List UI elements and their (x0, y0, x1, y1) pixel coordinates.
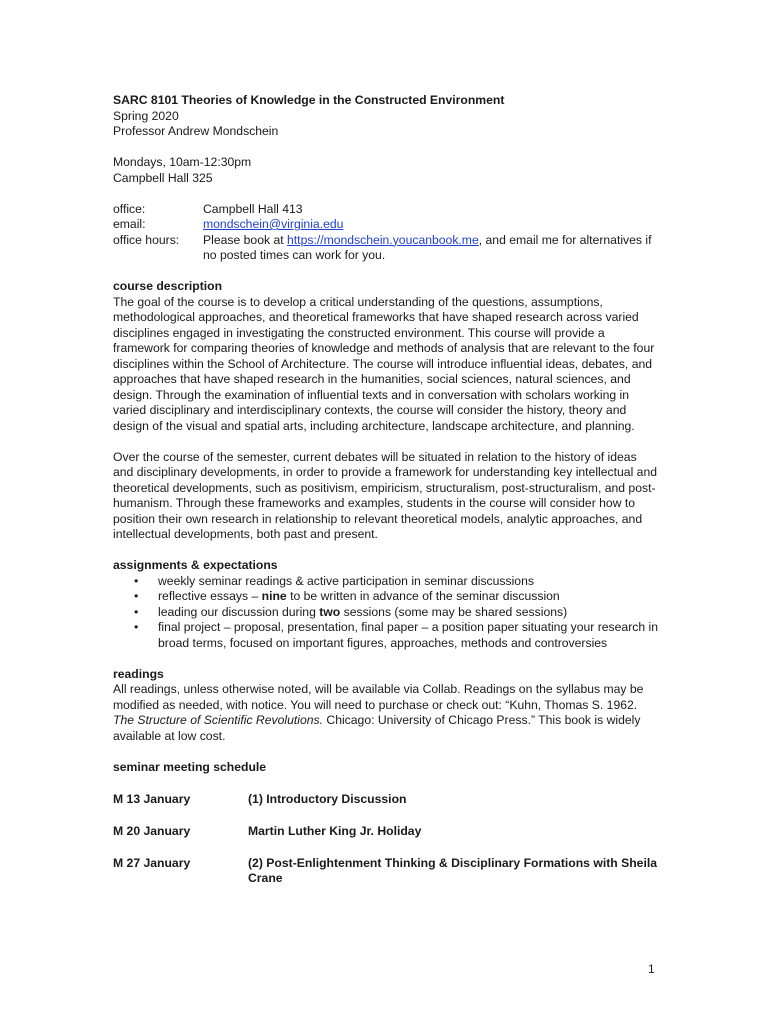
booking-link[interactable]: https://mondschein.youcanbook.me (287, 232, 479, 247)
schedule-row (113, 824, 658, 840)
list-item (132, 589, 658, 605)
schedule-row (113, 792, 658, 808)
readings-text-post: Chicago: University of Chicago Press.” This book is widely available at low cost. (113, 713, 641, 743)
meeting-room: Campbell Hall 325 (113, 170, 213, 185)
item-text: reflective essays – (158, 589, 262, 603)
schedule-topic: Martin Luther King Jr. Holiday (248, 823, 422, 838)
email-label: email: (113, 217, 146, 231)
course-description-paragraph-1: The goal of the course is to develop a critical understanding of the questions, assumptions, methodological approaches, and theoretical frameworks that have shaped research across varied disciplines engaged in investigating the constructed environment. This course will provide a framework for comparing theories of knowledge and methods of analysis that are relevant to the four disciplines within the School of Architecture. The course will introduce influential ideas, debates, and approaches that have shaped research in the humanities, social sciences, natural sciences, and design. Through the examination of influential texts and in conversation with scholars working in varied disciplinary and interdisciplinary contexts, the course will consider the history, theory and design of the visual and spatial arts, including architecture, landscape architecture, and planning. (113, 294, 655, 433)
readings-text (113, 682, 658, 744)
email-row (113, 217, 658, 233)
office-hours-label: office hours: (113, 232, 180, 247)
schedule-date: M 20 January (113, 823, 191, 838)
item-emphasis: two (319, 604, 341, 619)
assignments-heading: assignments & expectations (113, 558, 278, 572)
office-label: office: (113, 201, 146, 216)
term: Spring 2020 (113, 108, 179, 123)
schedule-heading: seminar meeting schedule (113, 759, 267, 774)
office-row (113, 202, 658, 218)
course-description-heading: course description (113, 279, 223, 293)
office-hours-text-pre: Please book at (203, 232, 288, 247)
schedule-date: M 13 January (113, 791, 191, 806)
list-item: • weekly seminar readings & active participation in seminar discussions (132, 574, 658, 590)
office-hours-row (113, 233, 658, 264)
readings-text-pre: All readings, unless otherwise noted, will be available via Collab. Readings on the syllabus may be modified as needed, with notice. You will need to purchase or check out: “Kuhn, Thomas S. 1962. (113, 682, 644, 712)
item-text: sessions (some may be shared sessions) (340, 604, 568, 619)
book-title: The Structure of Scientific Revolutions. (113, 713, 323, 727)
course-description-paragraph-2: Over the course of the semester, current debates will be situated in relation to the history of ideas and disciplinary developments, in order to provide a framework for understanding key intellectual and theoretical developments, such as positivism, empiricism, structuralism, post-structuralism, and post-humanism. Through these frameworks and examples, students in the course will consider how to position their own research in relationship to relevant theoretical models, analytic approaches, and intellectual developments, both past and present. (113, 449, 657, 541)
schedule-topic: (2) Post-Enlightenment Thinking & Disciplinary Formations with Sheila Crane (248, 855, 657, 885)
item-text: to be written in advance of the seminar discussion (286, 589, 560, 603)
assignments-list (113, 574, 658, 652)
syllabus-page (113, 93, 658, 887)
office-value: Campbell Hall 413 (203, 201, 303, 216)
professor: Professor Andrew Mondschein (113, 124, 279, 138)
schedule-row (113, 856, 658, 887)
schedule-topic: (1) Introductory Discussion (248, 791, 407, 806)
item-emphasis: nine (261, 589, 287, 603)
page-number: 1 (648, 962, 655, 976)
schedule-date: M 27 January (113, 855, 191, 870)
meeting-time: Mondays, 10am-12:30pm (113, 155, 252, 169)
office-hours-value (203, 233, 658, 264)
list-item (132, 605, 658, 621)
item-text: leading our discussion during (158, 604, 320, 619)
email-link[interactable]: mondschein@virginia.edu (203, 217, 344, 231)
office-hours-text-post: , and email me for alternatives if no posted times can work for you. (203, 232, 652, 262)
course-title: SARC 8101 Theories of Knowledge in the Constructed Environment (113, 93, 505, 107)
list-item: • final project – proposal, presentation, final paper – a position paper situating your research in broad terms, focused on important figures, approaches, methods and controversies (132, 620, 658, 651)
readings-heading: readings (113, 666, 164, 681)
